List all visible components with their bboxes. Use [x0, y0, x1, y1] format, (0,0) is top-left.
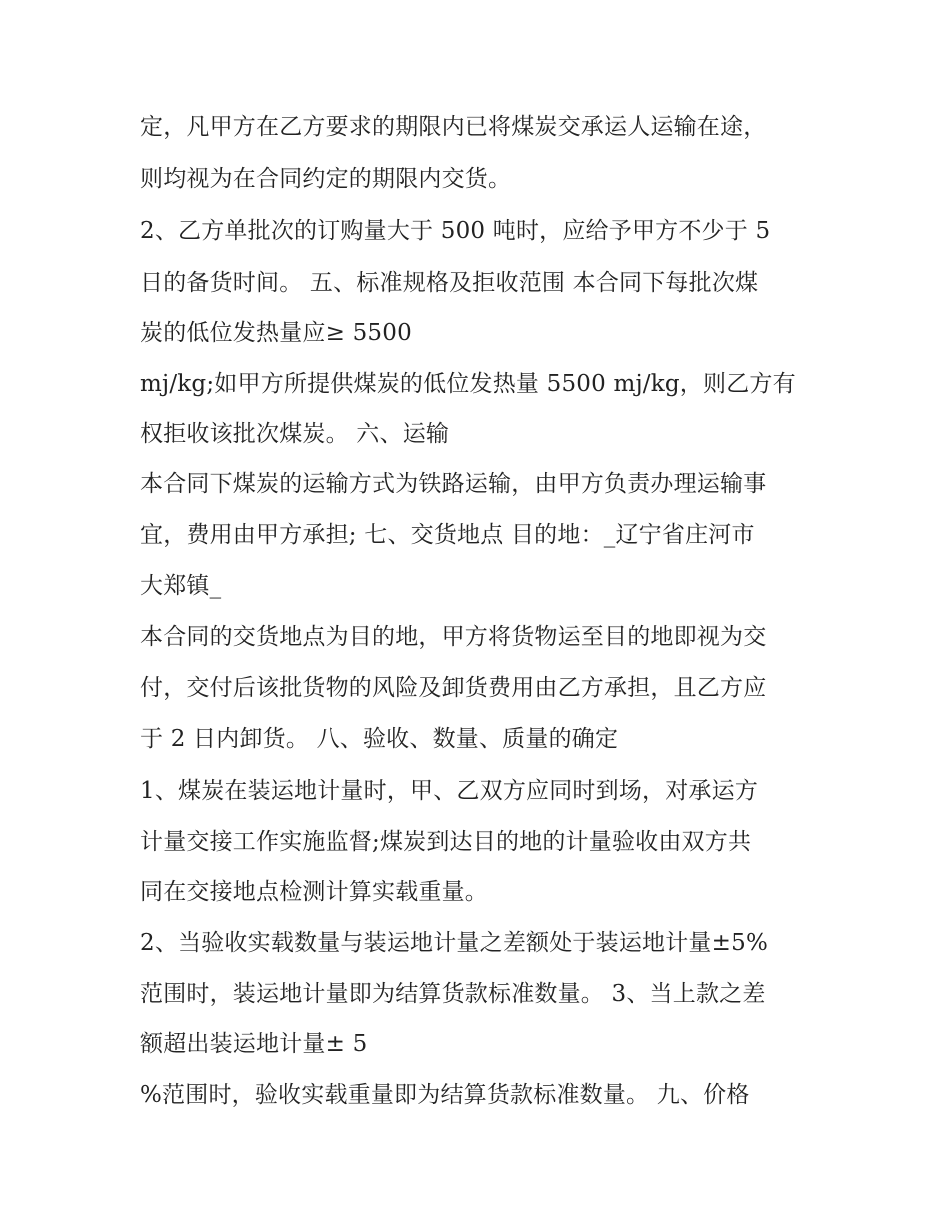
text-line-13: 于 2 日内卸货。 八、验收、数量、质量的确定	[140, 726, 619, 752]
text-line-2: 则均视为在合同约定的期限内交货。	[140, 166, 512, 192]
text-line-6: mj/kg;如甲方所提供煤炭的低位发热量 5500 mj/kg，则乙方有	[140, 371, 796, 397]
text-line-3: 2、乙方单批次的订购量大于 500 吨时，应给予甲方不少于 5	[140, 218, 771, 244]
text-line-4: 日的备货时间。 五、标准规格及拒收范围 本合同下每批次煤	[140, 270, 759, 296]
text-line-16: 同在交接地点检测计算实载重量。	[140, 879, 488, 905]
text-line-5: 炭的低位发热量应≥ 5500	[140, 320, 412, 346]
text-line-9: 宜，费用由甲方承担; 七、交货地点 目的地：_辽宁省庄河市	[140, 522, 755, 548]
text-line-19: 额超出装运地计量± 5	[140, 1031, 368, 1057]
text-line-18: 范围时，装运地计量即为结算货款标准数量。 3、当上款之差	[140, 981, 766, 1007]
text-line-20: %范围时，验收实载重量即为结算货款标准数量。 九、价格	[140, 1082, 750, 1108]
text-line-12: 付，交付后该批货物的风险及卸货费用由乙方承担，且乙方应	[140, 675, 767, 701]
text-line-15: 计量交接工作实施监督;煤炭到达目的地的计量验收由双方共	[140, 829, 752, 855]
text-line-8: 本合同下煤炭的运输方式为铁路运输，由甲方负责办理运输事	[140, 471, 767, 497]
text-line-17: 2、当验收实载数量与装运地计量之差额处于装运地计量±5%	[140, 930, 768, 956]
text-line-7: 权拒收该批次煤炭。 六、运输	[140, 421, 450, 447]
text-line-1: 定，凡甲方在乙方要求的期限内已将煤炭交承运人运输在途，	[140, 114, 767, 140]
text-line-14: 1、煤炭在装运地计量时，甲、乙双方应同时到场，对承运方	[140, 778, 759, 804]
text-line-10: 大郑镇_	[140, 573, 222, 599]
text-line-11: 本合同的交货地点为目的地，甲方将货物运至目的地即视为交	[140, 624, 767, 650]
